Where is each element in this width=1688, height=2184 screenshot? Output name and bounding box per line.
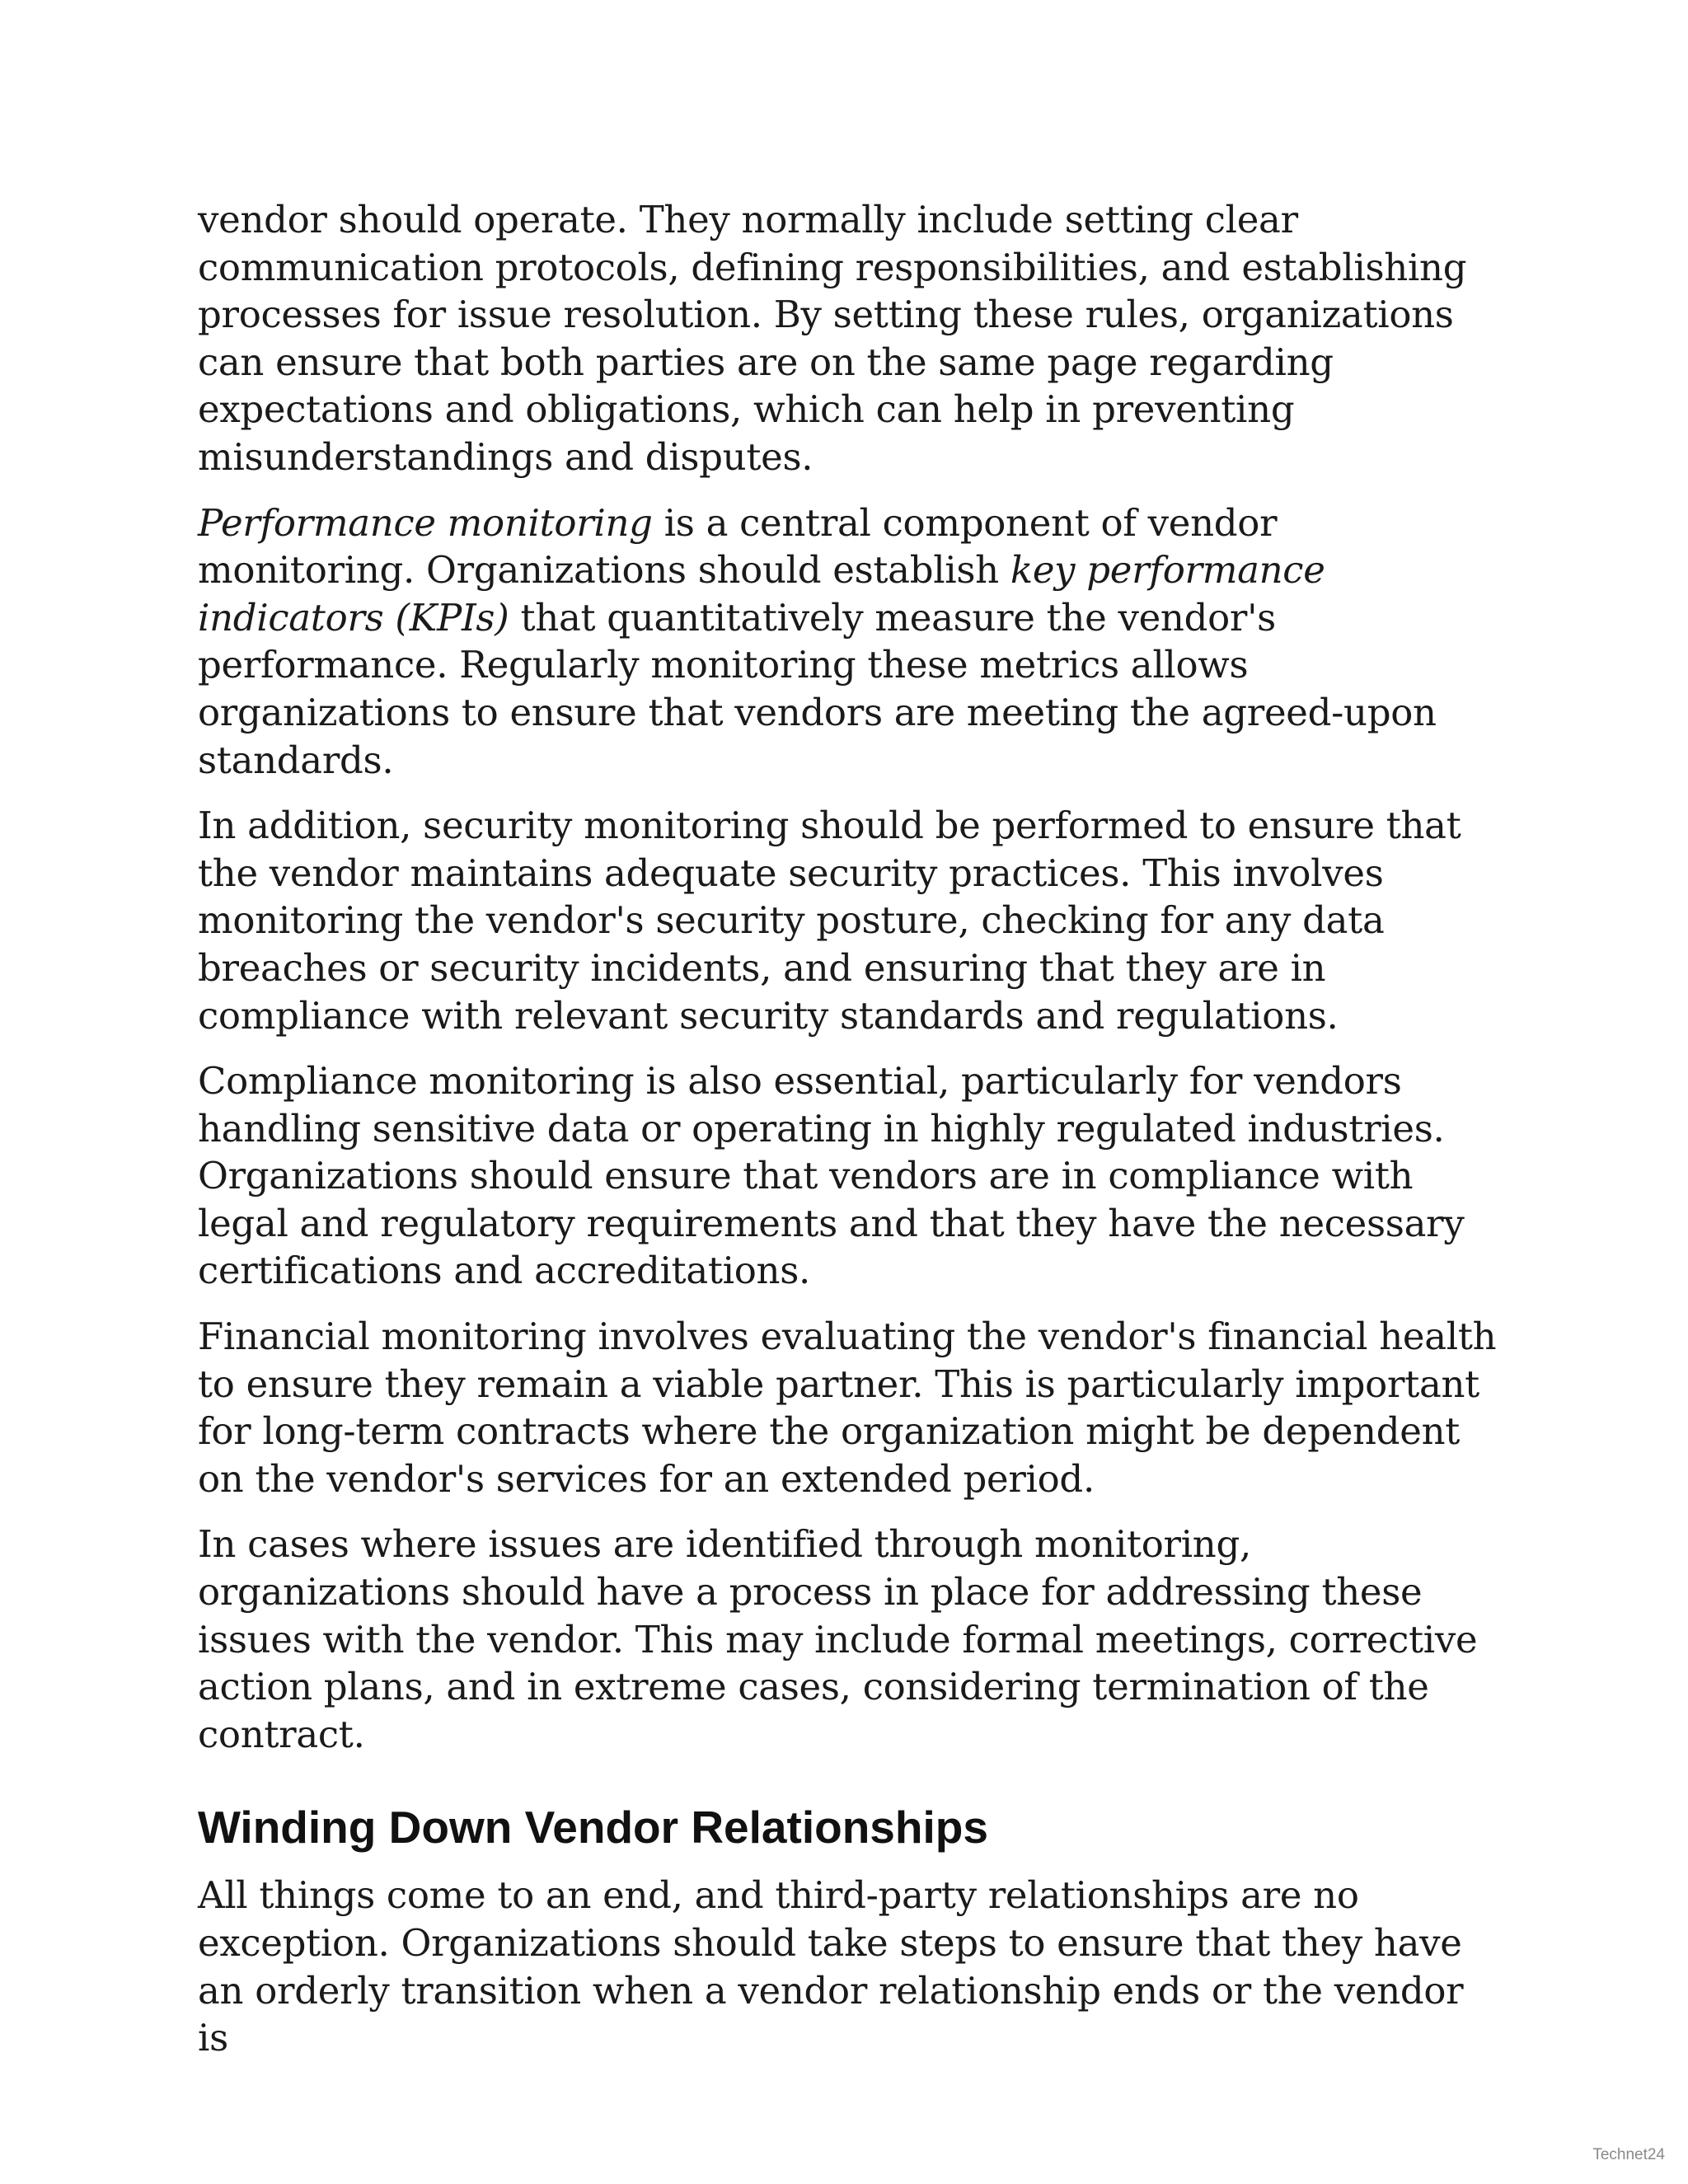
document-page bbox=[198, 196, 1500, 2080]
performance-text-a: is a central component of vendor monitoring. Organizations should establish bbox=[198, 500, 1278, 593]
section-heading: Winding Down Vendor Relationships bbox=[198, 1802, 988, 1854]
term-kpis: key performance indicators (KPIs) bbox=[198, 548, 1325, 640]
performance-text-b: that quantitatively measure the vendor's performance. Regularly monitoring these metrics allows organizations to ensure that vendors are meeting the agreed-upon standards. bbox=[198, 595, 1437, 782]
paragraph-security-monitoring: In addition, security monitoring should be performed to ensure that the vendor maintains adequate security practices. This involves monitoring the vendor's security posture, checking for any data breaches or security incidents, and ensuring that they are in compliance with relevant security standards and regulations. bbox=[198, 804, 1461, 1038]
paragraph-compliance-monitoring: Compliance monitoring is also essential, particularly for vendors handling sensitive data or operating in highly regulated industries. Organizations should ensure that vendors are in compliance with legal and regulatory requirements and that they have the necessary certifications and accreditations. bbox=[198, 1059, 1465, 1293]
paragraph-vendor-rules: vendor should operate. They normally include setting clear communication protocols, defining responsibilities, and establishing processes for issue resolution. By setting these rules, organizations can ensure that both parties are on the same page regarding expectations and obligations, which can help in preventing misunderstandings and disputes. bbox=[198, 198, 1467, 479]
watermark-label: Technet24 bbox=[1592, 2146, 1665, 2163]
term-performance-monitoring: Performance monitoring bbox=[198, 500, 653, 545]
paragraph-winding-down: All things come to an end, and third-party relationships are no exception. Organizations should take steps to ensure that they have an orderly transition when a vendor relationship ends or the vendor is bbox=[198, 1873, 1464, 2060]
paragraph-financial-monitoring: Financial monitoring involves evaluating the vendor's financial health to ensure they remain a viable partner. This is particularly important for long-term contracts where the organization might be dependent on the vendor's services for an extended period. bbox=[198, 1315, 1497, 1501]
paragraph-issue-resolution: In cases where issues are identified through monitoring, organizations should have a process in place for addressing these issues with the vendor. This may include formal meetings, corrective action plans, and in extreme cases, considering termination of the contract. bbox=[198, 1522, 1478, 1756]
paragraph-performance-monitoring bbox=[198, 499, 1500, 785]
